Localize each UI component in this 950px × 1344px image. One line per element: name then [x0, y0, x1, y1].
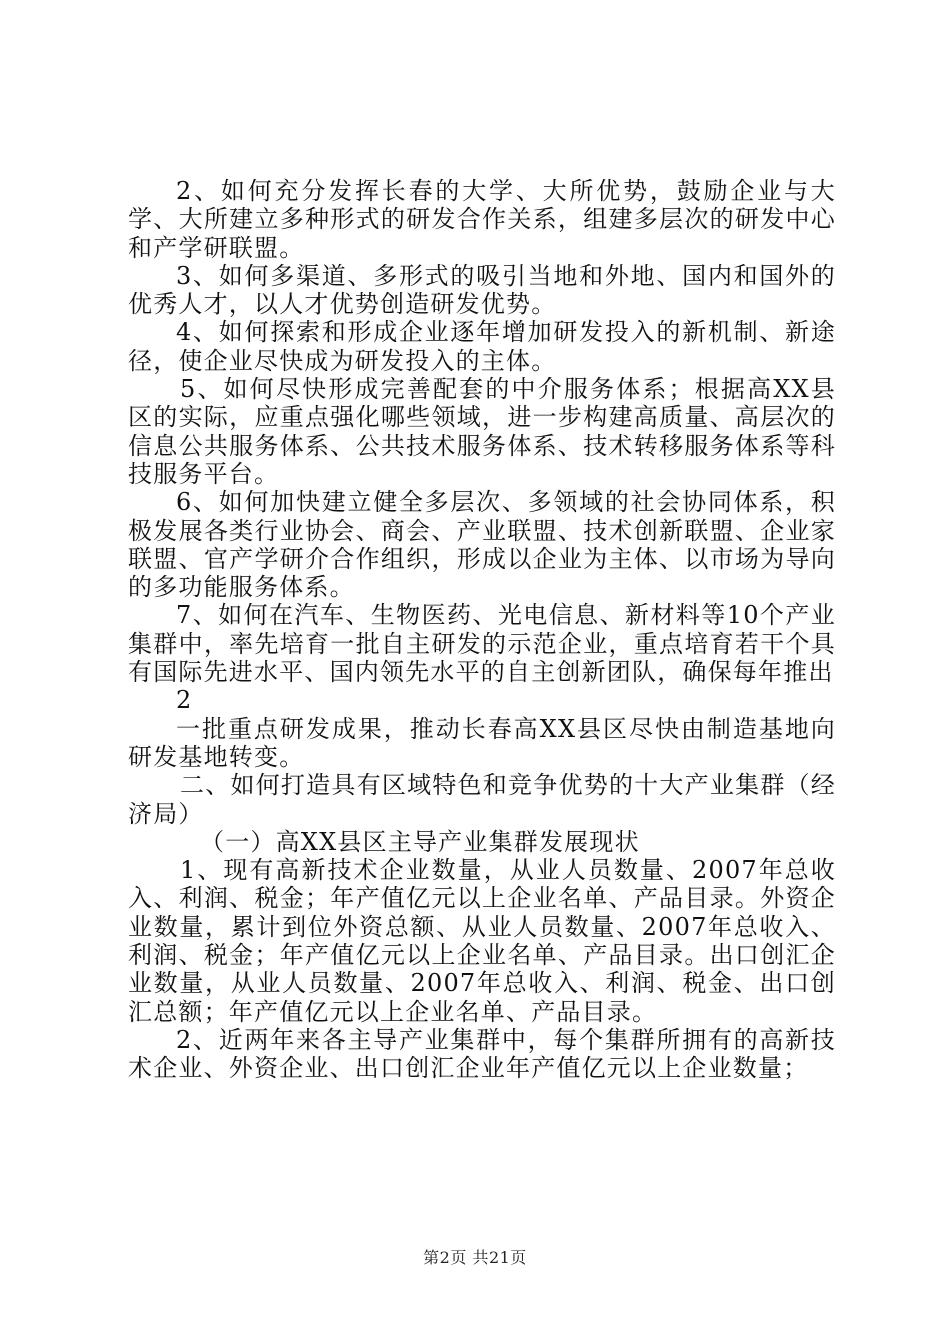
- paragraph-item-4: 4、如何探索和形成企业逐年增加研发投入的新机制、新途径，使企业尽快成为研发投入的主体。: [128, 318, 836, 375]
- subsection-heading-1: （一）高XX县区主导产业集群发展现状: [200, 827, 640, 856]
- paragraph-item-1-stats: 1、现有高新技术企业数量，从业人员数量、2007年总收入、利润、税金；年产值亿元以上企业名单、产品目录。外资企业数量，累计到位外资总额、从业人员数量、2007年总收入、利润、税金；年产值亿元以上企业名单、产品目录。出口创汇企业数量，从业人员数量、2007年总收入、利润、税金、出口创汇总额；年产值亿元以上企业名单、产品目录。: [128, 856, 836, 1026]
- paragraph-item-2: 2、如何充分发挥长春的大学、大所优势，鼓励企业与大学、大所建立多种形式的研发合作关系，组建多层次的研发中心和产学研联盟。: [128, 177, 836, 262]
- paragraph-item-7: 7、如何在汽车、生物医药、光电信息、新材料等10个产业集群中，率先培育一批自主研发的示范企业，重点培育若干个具有国际先进水平、国内领先水平的自主创新团队，确保每年推出: [128, 601, 836, 687]
- inline-page-marker: 2: [176, 686, 192, 715]
- paragraph-item-6: 6、如何加快建立健全多层次、多领域的社会协同体系，积极发展各类行业协会、商会、产业联盟、技术创新联盟、企业家联盟、官产学研介合作组织，形成以企业为主体、以市场为导向的多功能服务体系。: [128, 488, 836, 602]
- section-heading-2: 二、如何打造具有区域特色和竞争优势的十大产业集群（经济局）: [128, 771, 836, 828]
- document-body: [128, 177, 836, 1083]
- paragraph-item-3: 3、如何多渠道、多形式的吸引当地和外地、国内和国外的优秀人才，以人才优势创造研发优势。: [128, 261, 836, 319]
- paragraph-item-2-clusters: 2、近两年来各主导产业集群中，每个集群所拥有的高新技术企业、外资企业、出口创汇企业年产值亿元以上企业数量；: [128, 1025, 836, 1083]
- paragraph-item-5: 5、如何尽快形成完善配套的中介服务体系；根据高XX县区的实际，应重点强化哪些领域，进一步构建高质量、高层次的信息公共服务体系、公共技术服务体系、技术转移服务体系等科技服务平台。: [128, 375, 836, 488]
- paragraph-continuation: 一批重点研发成果，推动长春高XX县区尽快由制造基地向研发基地转变。: [128, 714, 836, 771]
- page-footer: 第2页 共21页: [423, 1248, 527, 1267]
